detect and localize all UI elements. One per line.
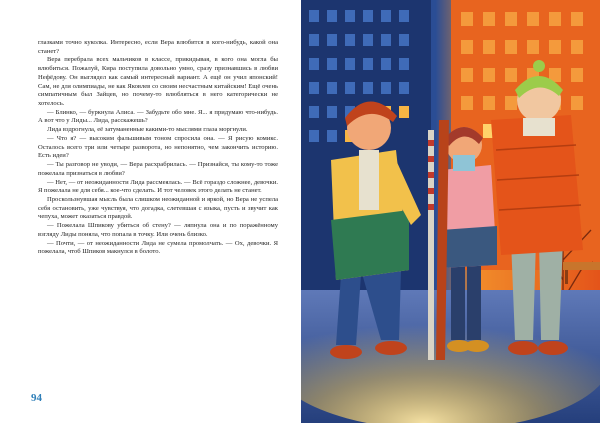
paragraph: — Блинко, — буркнула Алиса. — Забудьте обо мне. Я... я придумаю что-нибудь. А вот что у Лиды... Лида, расскажешь?: [38, 108, 278, 125]
paragraph: Лида вздрогнула, её затуманенные какими-то мыслями глаза моргнули.: [47, 126, 248, 134]
paragraph: глазками точно куколка. Интересно, если Вера влюбится в кого-нибудь, какой она станет?: [38, 39, 278, 55]
illustration: [301, 0, 600, 423]
paragraph: — Нет, — от неожиданности Лида рассмеялась. — Всё гораздо сложнее, девочки. Я пожелала не для себя... кое-что сделать. И тот человек этого делать не станет.: [38, 178, 278, 195]
paragraph: — Пожелала Шпикову убиться об стену? — ляпнула она и по поражённому взгляду Лиды поняла, что попала в точку. Или очень близко.: [38, 222, 278, 238]
page-number: 94: [31, 392, 42, 404]
paragraph: — Ты разговор не уводи, — Вера расхрабрилась. — Признайся, ты кому-то тоже пожелала признаться в любви?: [38, 161, 278, 177]
night-street-scene: [301, 0, 600, 423]
paragraph: — Что я? — высоким фальшивым тоном спросила она. — Я рисую комикс. Осталось всего три или четыре разворота, но непонятно, чем закончить историю. Есть идеи?: [38, 134, 278, 160]
paragraph: Вера перебрала всех мальчиков в классе, прикидывая, в кого она могла бы влюбиться. Пожалуй, Кира поступила довольно умно, сразу признавшись в любви Нефёдову. Он выглядел как самый интересный вариант. А ещё он учил японский! Сам, не для олимпиады, не как Яковлев со своим несчастным китайским! Ещё очень симпатичным был Зайцев, но почему-то влюбляться в него категорически не хотелось.: [38, 56, 278, 108]
body-text: [38, 39, 278, 257]
paragraph: Проскользнувшая мысль была слишком неожиданной и яркой, но Вера не успела себя остановить, уже чувствуя, что догадка, слетевшая с языка, пусть и звучит как чепуха, может оказаться правдой.: [38, 195, 278, 221]
paragraph: — Почти, — от неожиданности Лида не сумела промолчать. — Ох, девочки. Я пожелала, чтоб Шпиков макнулся в болото.: [38, 239, 278, 256]
lamp-post: [428, 130, 434, 360]
